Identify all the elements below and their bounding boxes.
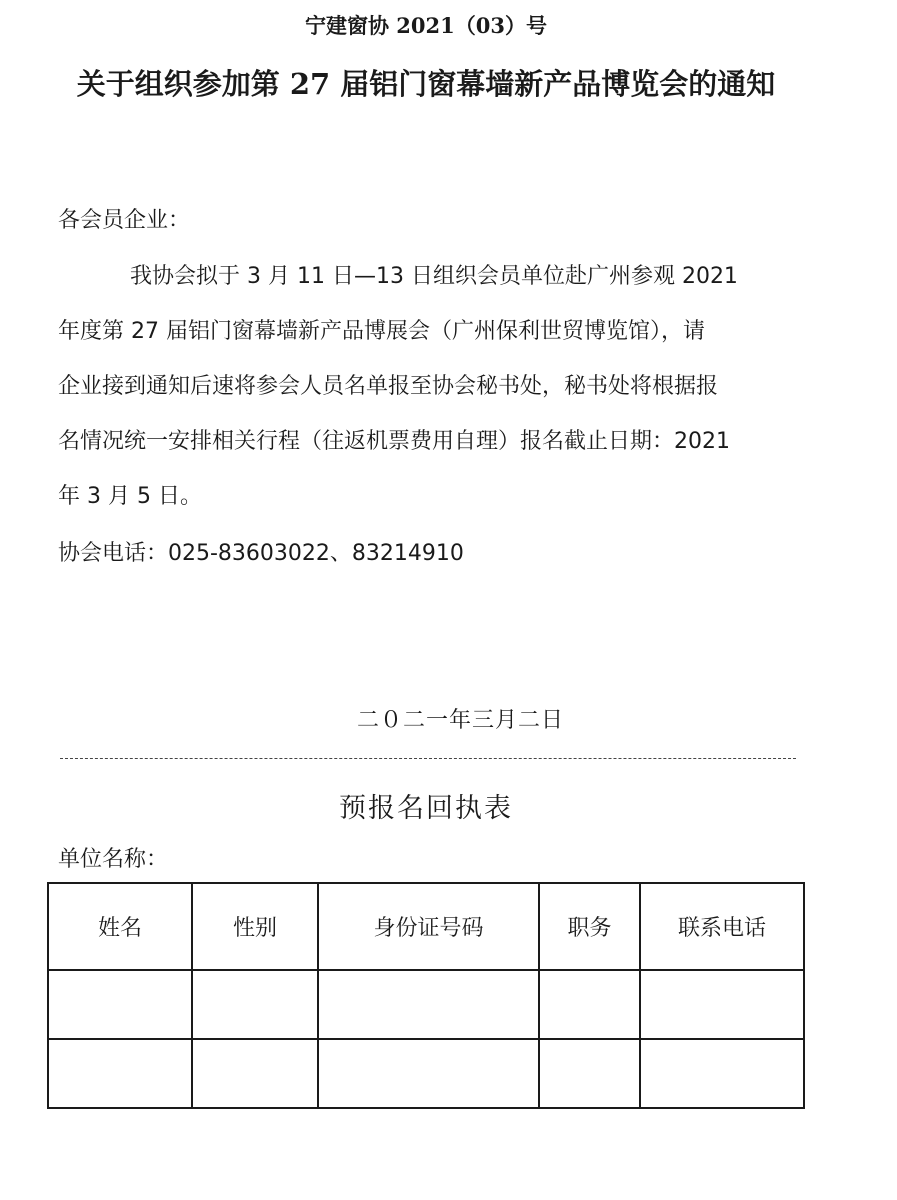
notice-title: 关于组织参加第 27 届铝门窗幕墙新产品博览会的通知 <box>76 67 776 101</box>
table-row <box>48 970 804 1039</box>
table-cell[interactable] <box>48 970 192 1039</box>
column-header-gender: 性别 <box>192 883 318 970</box>
paragraph-line: 企业接到通知后速将参会人员名单报至协会秘书处，秘书处将根据报 <box>58 374 719 399</box>
table-row <box>48 1039 804 1108</box>
table-cell[interactable] <box>318 970 539 1039</box>
paragraph-line: 年度第 27 届铝门窗幕墙新产品博展会（广州保利世贸博览馆），请 <box>58 319 705 344</box>
column-header-phone: 联系电话 <box>640 883 804 970</box>
table-cell[interactable] <box>192 1039 318 1108</box>
unit-name-label: 单位名称： <box>58 847 169 872</box>
cut-line-divider <box>60 758 796 759</box>
paragraph-line: 年 3 月 5 日。 <box>58 484 202 509</box>
table-cell[interactable] <box>640 970 804 1039</box>
table-header-row <box>48 883 804 970</box>
registration-table <box>47 882 805 1109</box>
table-cell[interactable] <box>192 970 318 1039</box>
paragraph-line: 名情况统一安排相关行程（往返机票费用自理）报名截止日期：2021 <box>58 429 730 454</box>
salutation: 各会员企业： <box>58 208 191 233</box>
paragraph-line: 我协会拟于 3 月 11 日—13 日组织会员单位赴广州参观 2021 <box>130 264 738 289</box>
column-header-id-number: 身份证号码 <box>318 883 539 970</box>
form-title: 预报名回执表 <box>339 793 513 824</box>
column-header-name: 姓名 <box>48 883 192 970</box>
table-cell[interactable] <box>640 1039 804 1108</box>
table-cell[interactable] <box>48 1039 192 1108</box>
table-cell[interactable] <box>318 1039 539 1108</box>
association-phone: 协会电话：025-83603022、83214910 <box>58 541 464 566</box>
table-cell[interactable] <box>539 970 640 1039</box>
document-number: 宁建窗协 2021（03）号 <box>305 13 547 38</box>
column-header-position: 职务 <box>539 883 640 970</box>
table-cell[interactable] <box>539 1039 640 1108</box>
issue-date: 二０二一年三月二日 <box>357 708 565 733</box>
